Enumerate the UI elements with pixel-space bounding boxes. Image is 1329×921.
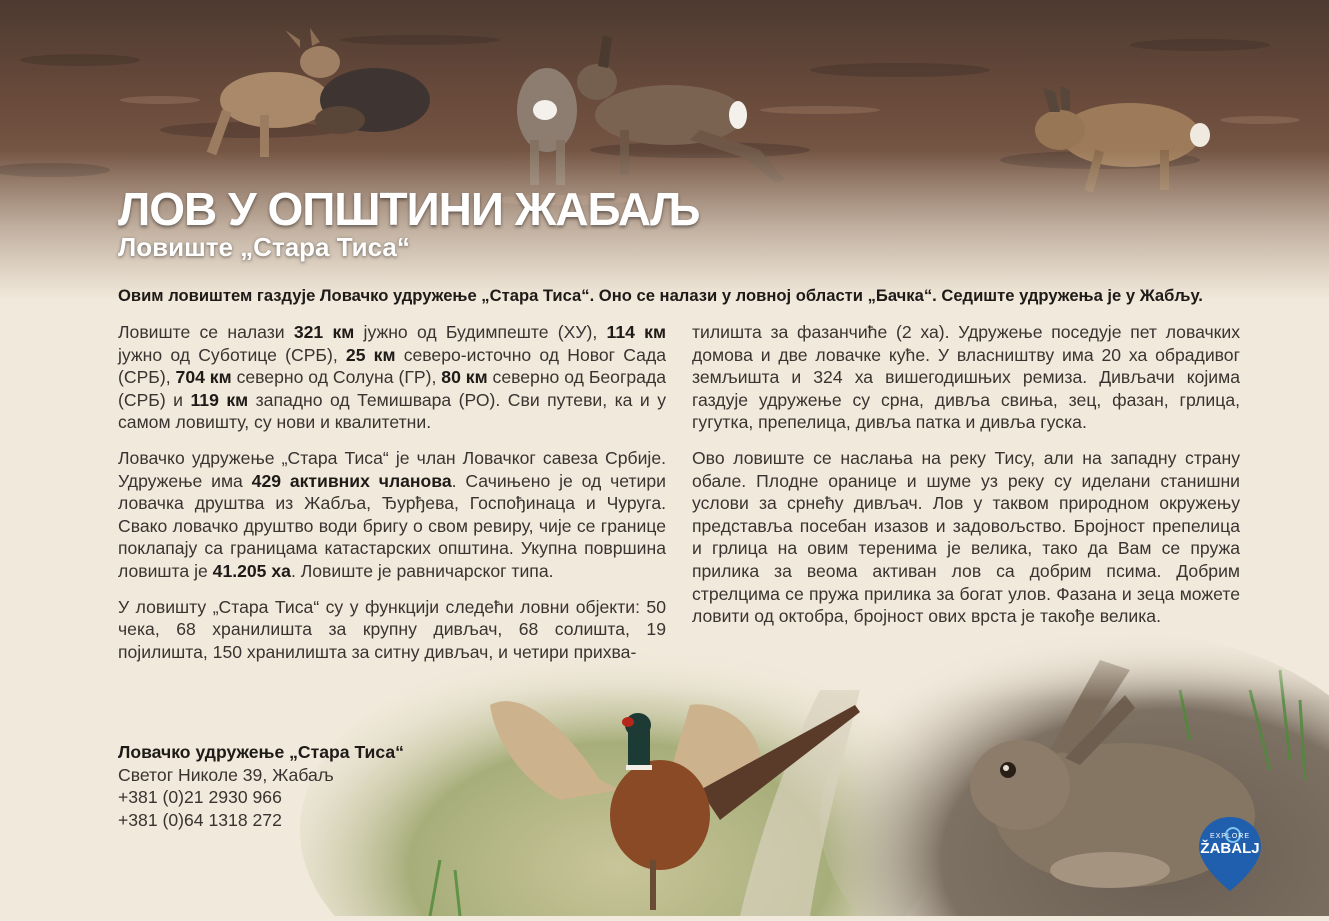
contact-phone-2: +381 (0)64 1318 272 [118,809,282,830]
badge-big-text: ŽABALJ [1200,840,1260,857]
badge-small-text: EXPLORE [1209,833,1251,840]
right-column [692,321,1240,641]
page-title: ЛОВ У ОПШТИНИ ЖАБАЉ [118,183,700,235]
contact-phone-1: +381 (0)21 2930 966 [118,787,282,808]
left-paragraph-3: У ловишту „Стара Тиса“ су у функцији следећи ловни објекти: 50 чека, 68 хранилишта за крупну дивљач, 68 солишта, 19 појилишта, 150 хранилишта за ситну дивљач, и четири прихва- [118,596,666,662]
intro-text: Овим ловиштем газдује Ловачко удружење „Стара Тиса“. Оно се налази у ловној области „Бачка“. Седиште удружења је у Жабљу. [118,286,1203,305]
page-subtitle: Ловиште „Стара Тиса“ [118,232,410,262]
right-paragraph-1: тилишта за фазанчиће (2 ха). Удружење поседује пет ловачких домова и две ловачке куће. У власништву има 20 ха обрадивог земљишта и 324 ха вишегодишњих ремиза. Дивљачи којима газдује удружење су срна, дивља свиња, зец, фазан, грлица, гугутка, препелица, дивља патка и дивља гуска. [692,322,1240,433]
contact-address: Светог Николе 39, Жабаљ [118,764,334,785]
right-paragraph-2: Ово ловиште се наслања на реку Тису, али на западну страну обале. Плодне оранице и шуме уз реку су иделани станишни услови за срнећу дивљач. Лов у таквом природном окружењу представља посебан изазов и задовољство. Бројност препелица и грлица на овим теренима је велика, тако да Вам се пружа прилика за веома активан лов са добрим псима. Добрим стрелцима се пружа прилика за богат улов. Фазана и зеца можете ловити од октобра, бројност ових врста је такође велика. [692,447,1240,627]
explore-zabalj-logo [1197,815,1263,893]
contact-org: Ловачко удружење „Стара Тиса“ [118,742,404,762]
contact-block [118,741,404,831]
left-column [118,321,666,676]
left-paragraph-1: Ловиште се налази 321 км јужно од Будимпеште (ХУ), 114 км јужно од Суботице (СРБ), 25 км северо-источно од Новог Сада (СРБ), 704 км северно од Солуна (ГР), 80 км северно од Београда (СРБ) и 119 км западно од Темишвара (РО). Сви путеви, ка и у самом ловишту, су нови и квалитетни. [118,322,667,433]
left-paragraph-2: Ловачко удружење „Стара Тиса“ је члан Ловачког савеза Србије. Удружење има 429 активних чланова. Сачињено је од четири ловачка друштва из Жабља, Ђурђева, Госпођинаца и Чуруга. Свако ловачко друштво води бригу о свом ревиру, чије се границе поклапају са границама катастарских општина. Укупна површина ловишта је 41.205 ха. Ловиште је равничарског типа. [118,447,666,581]
